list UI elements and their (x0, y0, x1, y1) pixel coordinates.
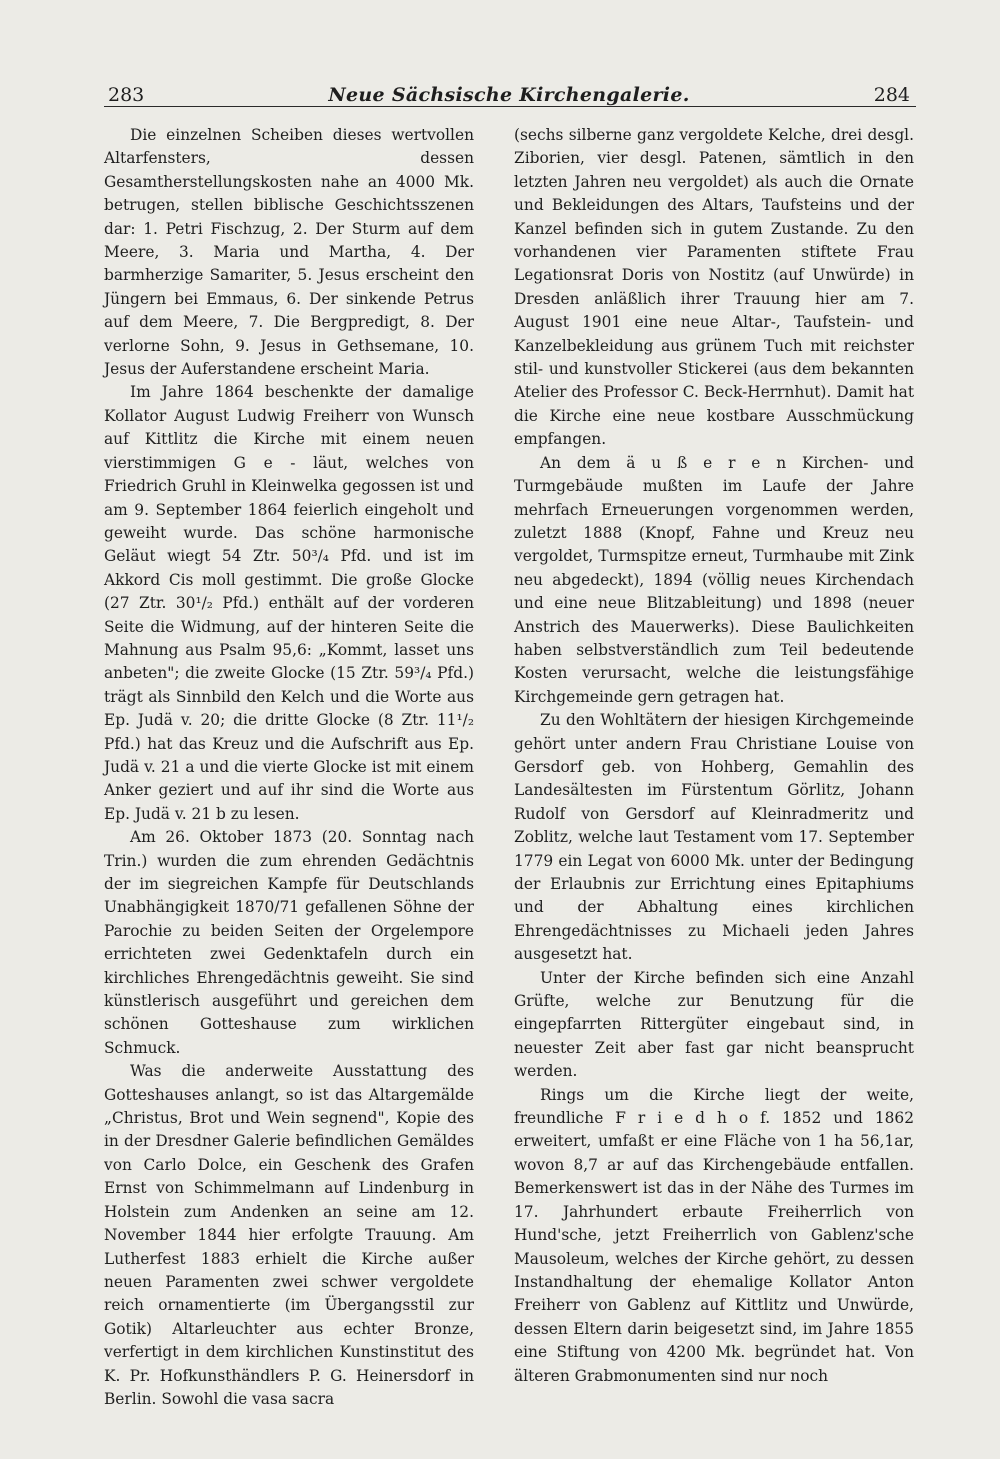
left-column (104, 124, 474, 1411)
paragraph: An dem ä u ß e r e n Kirchen- und Turmgebäude mußten im Laufe der Jahre mehrfach Erneuerungen vorgenommen werden, zuletzt 1888 (Knopf, Fahne und Kreuz neu vergoldet, Turmspitze erneut, Turmhaube mit Zink neu abgedeckt), 1894 (völlig neues Kirchendach und eine neue Blitzableitung) und 1898 (neuer Anstrich des Mauerwerks). Diese Baulichkeiten haben selbstverständlich zum Teil bedeutende Kosten verursacht, welche die leistungsfähige Kirchgemeinde gern getragen hat. (514, 453, 914, 706)
page-header (108, 76, 910, 106)
paragraph: Im Jahre 1864 beschenkte der damalige Kollator August Ludwig Freiherr von Wunsch auf Kittlitz die Kirche mit einem neuen vierstimmigen G e - läut, welches von Friedrich Gruhl in Kleinwelka gegossen ist und am 9. September 1864 feierlich eingeholt und geweiht wurde. Das schöne harmonische Geläut wiegt 54 Ztr. 50³/₄ Pfd. und ist im Akkord Cis moll gestimmt. Die große Glocke (27 Ztr. 30¹/₂ Pfd.) enthält auf der vorderen Seite die Widmung, auf der hinteren Seite die Mahnung aus Psalm 95,6: „Kommt, lasset uns anbeten"; die zweite Glocke (15 Ztr. 59³/₄ Pfd.) trägt als Sinnbild den Kelch und die Worte aus Ep. Judä v. 20; die dritte Glocke (8 Ztr. 11¹/₂ Pfd.) hat das Kreuz und die Aufschrift aus Ep. Judä v. 21 a und die vierte Glocke ist mit einem Anker geziert und auf ihr sind die Worte aus Ep. Judä v. 21 b zu lesen. (104, 383, 474, 823)
paragraph: Was die anderweite Ausstattung des Gotteshauses anlangt, so ist das Altargemälde „Christus, Brot und Wein segnend", Kopie des in der Dresdner Galerie befindlichen Gemäldes von Carlo Dolce, ein Geschenk des Grafen Ernst von Schimmelmann auf Lindenburg in Holstein zum Andenken an seine am 12. November 1844 hier erfolgte Trauung. Am Lutherfest 1883 erhielt die Kirche außer neuen Paramenten zwei schwer vergoldete reich ornamentierte (im Übergangsstil zur Gotik) Altarleuchter aus echter Bronze, verfertigt in dem kirchlichen Kunstinstitut des K. Pr. Hofkunsthändlers P. G. Heinersdorf in Berlin. Sowohl die vasa sacra (104, 1062, 474, 1408)
paragraph: Zu den Wohltätern der hiesigen Kirchgemeinde gehört unter andern Frau Christiane Louise von Gersdorf geb. von Hohberg, Gemahlin des Landesältesten im Fürstentum Görlitz, Johann Rudolf von Gersdorf auf Kleinradmeritz und Zoblitz, welche laut Testament vom 17. September 1779 ein Legat von 6000 Mk. unter der Bedingung der Erlaubnis zur Errichtung eines Epitaphiums und der Abhaltung eines kirchlichen Ehrengedächtnisses zu Michaeli jeden Jahres ausgesetzt hat. (514, 711, 914, 964)
paragraph: (sechs silberne ganz vergoldete Kelche, drei desgl. Ziborien, vier desgl. Patenen, sämtlich in den letzten Jahren neu vergoldet) als auch die Ornate und Bekleidungen des Altars, Taufsteins und der Kanzel befinden sich in gutem Zustande. Zu den vorhandenen vier Paramenten stiftete Frau Legationsrat Doris von Nostitz (auf Unwürde) in Dresden anläßlich ihrer Trauung hier am 7. August 1901 eine neue Altar-, Taufstein- und Kanzelbekleidung aus grünem Tuch mit reichster stil- und kunstvoller Stickerei (aus dem bekannten Atelier des Professor C. Beck-Herrnhut). Damit hat die Kirche eine neue kostbare Ausschmückung empfangen. (514, 126, 914, 449)
running-title: Neue Sächsische Kirchengalerie. (328, 84, 690, 106)
paragraph: Die einzelnen Scheiben dieses wertvollen Altarfensters, dessen Gesamtherstellungskosten nahe an 4000 Mk. betrugen, stellen biblische Geschichtsszenen dar: 1. Petri Fischzug, 2. Der Sturm auf dem Meere, 3. Maria und Martha, 4. Der barmherzige Samariter, 5. Jesus erscheint den Jüngern bei Emmaus, 6. Der sinkende Petrus auf dem Meere, 7. Die Bergpredigt, 8. Der verlorne Sohn, 9. Jesus in Gethsemane, 10. Jesus der Auferstandene erscheint Maria. (104, 126, 474, 379)
paragraph: Unter der Kirche befinden sich eine Anzahl Grüfte, welche zur Benutzung für die eingepfarrten Rittergüter eingebaut sind, in neuester Zeit aber fast gar nicht beansprucht werden. (514, 968, 914, 1081)
header-rule (104, 106, 916, 107)
paragraph: Rings um die Kirche liegt der weite, freundliche F r i e d h o f. 1852 und 1862 erweitert, umfaßt er eine Fläche von 1 ha 56,1ar, wovon 8,7 ar auf das Kirchengebäude entfallen. Bemerkenswert ist das in der Nähe des Turmes im 17. Jahrhundert erbaute Freiherrlich von Hund'sche, jetzt Freiherrlich von Gablenz'sche Mausoleum, welches der Kirche gehört, zu dessen Instandhaltung der ehemalige Kollator Anton Freiherr von Gablenz auf Kittlitz und Unwürde, dessen Eltern darin beigesetzt sind, im Jahre 1855 eine Stiftung von 4200 Mk. begründet hat. Von älteren Grabmonumenten sind nur noch (514, 1085, 914, 1385)
paragraph: Am 26. Oktober 1873 (20. Sonntag nach Trin.) wurden die zum ehrenden Gedächtnis der im siegreichen Kampfe für Deutschlands Unabhängigkeit 1870/71 gefallenen Söhne der Parochie zu beiden Seiten der Orgelempore errichteten zwei Gedenktafeln durch ein kirchliches Ehrengedächtnis geweiht. Sie sind künstlerisch ausgeführt und gereichen dem schönen Gotteshause zum wirklichen Schmuck. (104, 828, 474, 1057)
right-column (514, 124, 914, 1388)
page-number-left: 283 (108, 84, 145, 106)
page-number-right: 284 (873, 84, 910, 106)
